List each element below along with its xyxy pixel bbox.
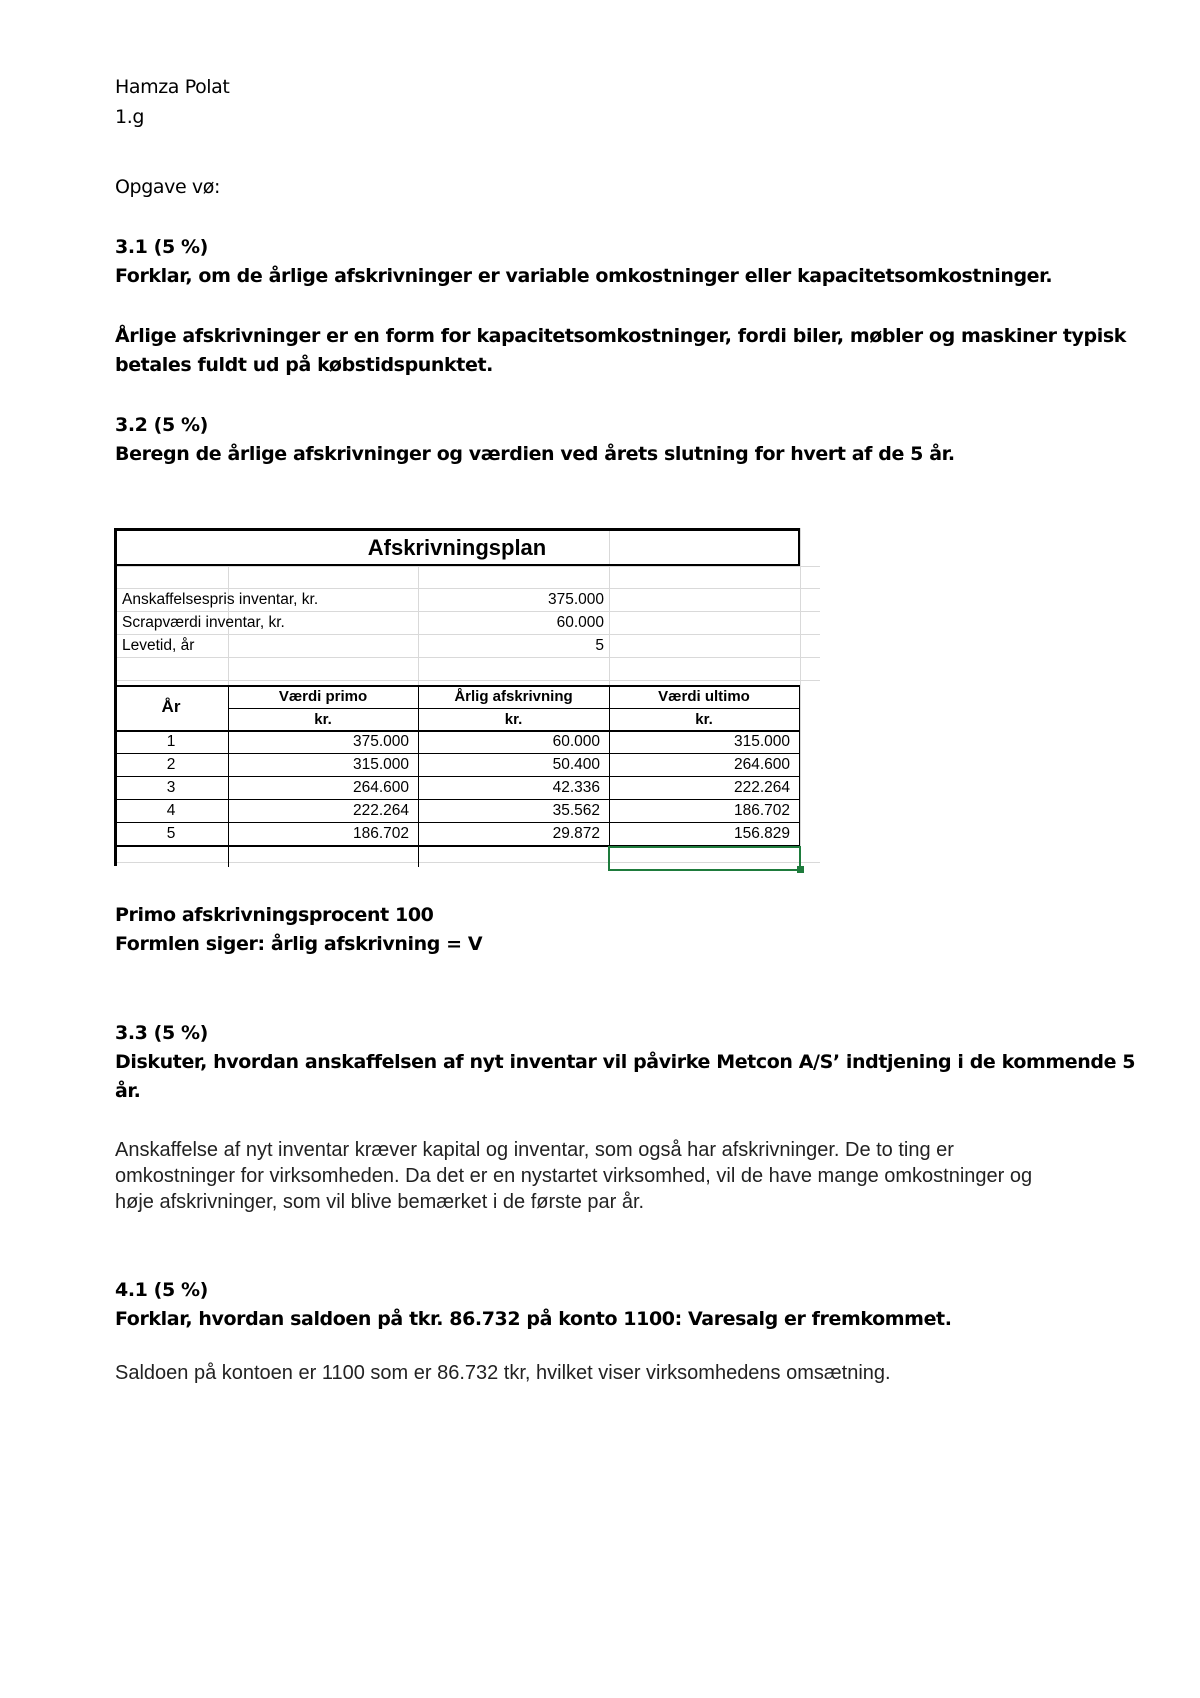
- param-value: 5: [595, 637, 604, 654]
- formula-line: [115, 929, 482, 959]
- answer-3-3: Anskaffelse af nyt inventar kræver kapital og inventar, som også har afskrivninger. De to ting er omkostninger for virksomheden. Da det er en nystartet virksomhed, vil de have mange omkostninger og høje afskrivninger, som vil blive bemærket i de første par år.: [115, 1139, 1033, 1213]
- table-cell-afskr: 35.562: [552, 802, 600, 819]
- heading-4-1: 4.1 (5 %): [115, 1279, 208, 1301]
- table-cell-primo: 315.000: [352, 756, 409, 773]
- author-name: Hamza Polat: [115, 76, 230, 98]
- table-cell-year: 2: [166, 756, 176, 773]
- table-cell-primo: 375.000: [352, 733, 409, 750]
- question-3-2: Beregn de årlige afskrivninger og værdien ved årets slutning for hvert af de 5 år.: [115, 443, 955, 465]
- col-header-afskr: Årlig afskrivning: [454, 688, 573, 705]
- note-primo-percent: Primo afskrivningsprocent 100: [115, 904, 434, 926]
- heading-3-2: 3.2 (5 %): [115, 414, 208, 436]
- intro-line: Opgave vø:: [115, 176, 220, 198]
- table-cell-ultimo: 222.264: [733, 779, 790, 796]
- table-cell-afskr: 29.872: [552, 825, 600, 842]
- table-cell-afskr: 60.000: [552, 733, 600, 750]
- col-header-primo: Værdi primo: [278, 688, 368, 705]
- table-cell-primo: 264.600: [352, 779, 409, 796]
- param-label: Anskaffelsespris inventar, kr.: [122, 591, 319, 608]
- unit-label: kr.: [504, 711, 523, 728]
- heading-3-1: 3.1 (5 %): [115, 236, 208, 258]
- table-cell-primo: 186.702: [352, 825, 409, 842]
- heading-3-3: 3.3 (5 %): [115, 1022, 208, 1044]
- col-header-ultimo: Værdi ultimo: [658, 688, 750, 705]
- col-header-year: År: [161, 697, 181, 716]
- answer-3-1-line2: betales fuldt ud på købstidspunktet.: [115, 354, 493, 376]
- class-label: 1.g: [115, 106, 144, 128]
- fill-handle[interactable]: [797, 866, 804, 873]
- table-cell-ultimo: 315.000: [733, 733, 790, 750]
- table-cell-year: 4: [166, 802, 176, 819]
- table-cell-year: 1: [166, 733, 176, 750]
- sheet-title: Afskrivningsplan: [367, 535, 547, 560]
- question-3-3-line2: år.: [115, 1080, 141, 1102]
- param-value: 60.000: [556, 614, 604, 631]
- selected-cell[interactable]: [608, 846, 801, 871]
- table-cell-afskr: 42.336: [552, 779, 600, 796]
- answer-4-1: Saldoen på kontoen er 1100 som er 86.732 tkr, hvilket viser virksomhedens omsætning.: [115, 1362, 891, 1384]
- param-label: Scrapværdi inventar, kr.: [122, 614, 285, 631]
- formula-text: Formlen siger: årlig afskrivning = V: [115, 933, 483, 955]
- unit-label: kr.: [314, 711, 332, 728]
- table-cell-ultimo: 156.829: [733, 825, 790, 842]
- table-cell-primo: 222.264: [352, 802, 409, 819]
- answer-3-1-line1: Årlige afskrivninger er en form for kapacitetsomkostninger, fordi biler, møbler og maskiner typisk: [115, 325, 1126, 347]
- param-value: 375.000: [547, 591, 604, 608]
- table-cell-year: 3: [166, 779, 176, 796]
- table-cell-afskr: 50.400: [552, 756, 600, 773]
- question-3-3-line1: Diskuter, hvordan anskaffelsen af nyt inventar vil påvirke Metcon A/S’ indtjening i de kommende 5: [115, 1051, 1136, 1073]
- param-label: Levetid, år: [122, 637, 195, 654]
- table-cell-ultimo: 264.600: [733, 756, 790, 773]
- question-4-1: Forklar, hvordan saldoen på tkr. 86.732 på konto 1100: Varesalg er fremkommet.: [115, 1308, 952, 1330]
- question-3-1: Forklar, om de årlige afskrivninger er variable omkostninger eller kapacitetsomkostninger.: [115, 265, 1053, 287]
- unit-label: kr.: [695, 711, 713, 728]
- table-cell-ultimo: 186.702: [733, 802, 790, 819]
- table-cell-year: 5: [166, 825, 176, 842]
- depreciation-spreadsheet: [114, 528, 820, 866]
